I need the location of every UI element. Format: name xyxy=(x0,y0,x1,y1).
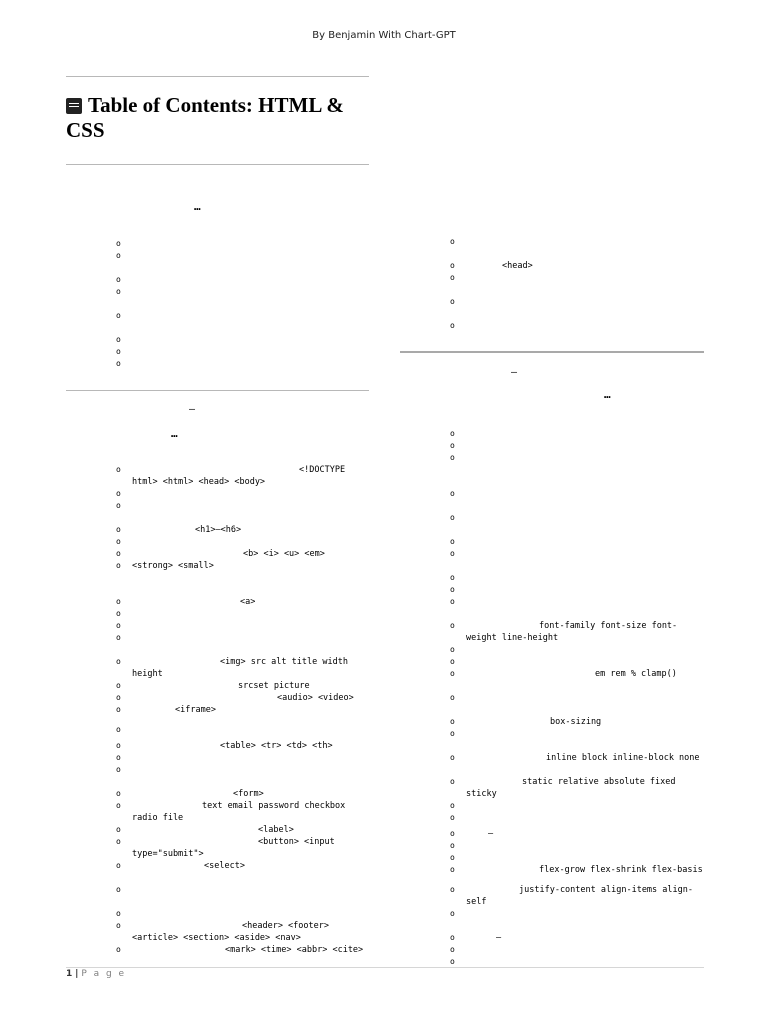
left-list-item-text: <table> <tr> <td> <th> xyxy=(220,741,333,751)
left-list-item-text: <button> <input type="submit"> xyxy=(132,837,340,859)
left-list-item-text: srcset picture xyxy=(238,681,310,691)
section1-bottom-rule xyxy=(66,390,369,391)
right-list-item-text: em rem % clamp() xyxy=(595,669,677,679)
list-bullet-icon: o xyxy=(450,441,455,450)
list-bullet-icon: o xyxy=(450,909,455,918)
list-bullet-icon: o xyxy=(116,705,121,714)
list-bullet-icon: o xyxy=(116,765,121,774)
list-bullet-icon: o xyxy=(450,261,455,270)
list-bullet-icon: o xyxy=(116,825,121,834)
title-top-rule xyxy=(66,76,369,77)
list-bullet-icon: o xyxy=(116,525,121,534)
list-bullet-icon: o xyxy=(450,729,455,738)
list-bullet-icon: o xyxy=(116,561,121,570)
list-bullet-icon: o xyxy=(450,669,455,678)
left-list-item xyxy=(116,464,368,488)
list-bullet-icon: o xyxy=(450,297,455,306)
list-bullet-icon: o xyxy=(116,335,121,344)
section1-heading-ellipsis: … xyxy=(194,200,202,213)
right-list-item xyxy=(450,620,704,644)
list-bullet-icon: o xyxy=(116,489,121,498)
list-bullet-icon: o xyxy=(116,251,121,260)
list-bullet-icon: o xyxy=(116,837,121,846)
list-bullet-icon: o xyxy=(450,513,455,522)
list-bullet-icon: o xyxy=(450,273,455,282)
list-bullet-icon: o xyxy=(450,657,455,666)
left-list-item-text: <label> xyxy=(258,825,294,835)
list-bullet-icon: o xyxy=(450,453,455,462)
footer-separator: | xyxy=(75,969,79,979)
left-list-item-text: <header> <footer> <article> <section> <aside> <nav> xyxy=(132,921,335,943)
left-list-item xyxy=(116,596,368,608)
left-list-item-text: <select> xyxy=(204,861,245,871)
list-bullet-icon: o xyxy=(116,501,121,510)
left-list-item xyxy=(116,656,368,680)
list-bullet-icon: o xyxy=(116,311,121,320)
right-list-item xyxy=(450,884,704,908)
list-bullet-icon: o xyxy=(116,275,121,284)
list-bullet-icon: o xyxy=(450,717,455,726)
left-list-item xyxy=(116,836,368,860)
list-bullet-icon: o xyxy=(116,633,121,642)
list-bullet-icon: o xyxy=(116,945,121,954)
list-bullet-icon: o xyxy=(450,813,455,822)
list-bullet-icon: o xyxy=(450,237,455,246)
list-bullet-icon: o xyxy=(116,753,121,762)
list-bullet-icon: o xyxy=(116,597,121,606)
list-bullet-icon: o xyxy=(450,645,455,654)
right-section-rule xyxy=(400,351,704,353)
left-list-item xyxy=(116,680,368,692)
list-bullet-icon: o xyxy=(116,789,121,798)
right-list-item-text: — xyxy=(488,829,494,839)
left-list-item-text: <img> src alt title width height xyxy=(132,657,354,679)
list-bullet-icon: o xyxy=(116,885,121,894)
list-bullet-icon: o xyxy=(450,865,455,874)
page-footer xyxy=(66,969,126,979)
left-list-item xyxy=(116,944,368,956)
list-bullet-icon: o xyxy=(116,725,121,734)
list-bullet-icon: o xyxy=(450,597,455,606)
right-section-heading-ellipsis: … xyxy=(604,388,612,401)
list-bullet-icon: o xyxy=(116,657,121,666)
right-list-item-text: <head> xyxy=(502,261,533,271)
right-list-item xyxy=(450,668,704,680)
page-label: P a g e xyxy=(81,969,127,979)
right-list-item xyxy=(450,932,704,944)
list-bullet-icon: o xyxy=(450,585,455,594)
right-list-item xyxy=(450,260,704,272)
right-list-item-text: box-sizing xyxy=(550,717,602,727)
list-bullet-icon: o xyxy=(116,921,121,930)
list-bullet-icon: o xyxy=(116,537,121,546)
right-section-heading-dash: — xyxy=(511,367,518,378)
list-bullet-icon: o xyxy=(450,489,455,498)
right-list-item-text: flex-grow flex-shrink flex-basis xyxy=(539,865,703,875)
left-list-item-text: <h1>–<h6> xyxy=(195,525,242,535)
list-bullet-icon: o xyxy=(450,693,455,702)
page-title xyxy=(66,93,366,143)
list-bullet-icon: o xyxy=(450,853,455,862)
left-list-item-text: <audio> <video> xyxy=(277,693,354,703)
left-list-item xyxy=(116,524,368,536)
list-bullet-icon: o xyxy=(116,909,121,918)
right-list-item-text: justify-content align-items align-self xyxy=(466,885,693,907)
left-list-item xyxy=(116,692,368,704)
left-list-item xyxy=(116,920,368,944)
list-bullet-icon: o xyxy=(116,465,121,474)
list-bullet-icon: o xyxy=(116,549,121,558)
list-bullet-icon: o xyxy=(116,801,121,810)
list-bullet-icon: o xyxy=(450,777,455,786)
right-list-item-text: inline block inline-block none xyxy=(546,753,700,763)
list-bullet-icon: o xyxy=(450,933,455,942)
list-bullet-icon: o xyxy=(450,945,455,954)
left-list-item xyxy=(116,800,368,824)
left-list-item-text: <mark> <time> <abbr> <cite> xyxy=(225,945,364,955)
left-list-item xyxy=(116,740,368,752)
list-bullet-icon: o xyxy=(450,885,455,894)
section2-heading-dash: — xyxy=(189,404,196,415)
list-bullet-icon: o xyxy=(450,537,455,546)
page-title-text: Table of Contents: HTML & CSS xyxy=(66,93,344,142)
footer-rule xyxy=(66,967,704,968)
right-list-item xyxy=(450,776,704,800)
left-list-item-text: <form> xyxy=(233,789,264,799)
list-bullet-icon: o xyxy=(116,347,121,356)
left-list-item xyxy=(116,824,368,836)
left-list-item xyxy=(116,548,368,572)
list-bullet-icon: o xyxy=(116,287,121,296)
page-header-byline: By Benjamin With Chart-GPT xyxy=(312,30,456,41)
list-bullet-icon: o xyxy=(450,841,455,850)
right-list-item xyxy=(450,752,704,764)
right-list-item-text: font-family font-size font-weight line-height xyxy=(466,621,678,643)
list-bullet-icon: o xyxy=(450,621,455,630)
right-list-item xyxy=(450,828,704,840)
right-list-item xyxy=(450,864,704,876)
left-list-item-text: text email password checkbox radio file xyxy=(132,801,351,823)
left-list-item xyxy=(116,704,368,716)
list-bullet-icon: o xyxy=(116,681,121,690)
left-list-item-text: <iframe> xyxy=(175,705,216,715)
section2-heading-ellipsis: … xyxy=(171,427,179,440)
title-bottom-rule xyxy=(66,164,369,165)
book-icon xyxy=(66,98,82,114)
list-bullet-icon: o xyxy=(450,753,455,762)
left-list-item-text: <a> xyxy=(240,597,256,607)
list-bullet-icon: o xyxy=(450,829,455,838)
list-bullet-icon: o xyxy=(450,801,455,810)
list-bullet-icon: o xyxy=(116,693,121,702)
list-bullet-icon: o xyxy=(116,861,121,870)
list-bullet-icon: o xyxy=(450,957,455,966)
right-list-item-text: static relative absolute fixed sticky xyxy=(466,777,681,799)
list-bullet-icon: o xyxy=(116,621,121,630)
left-list-item-text: <!DOCTYPE html> <html> <head> <body> xyxy=(132,465,351,487)
list-bullet-icon: o xyxy=(116,609,121,618)
list-bullet-icon: o xyxy=(116,239,121,248)
list-bullet-icon: o xyxy=(450,549,455,558)
list-bullet-icon: o xyxy=(450,429,455,438)
list-bullet-icon: o xyxy=(116,741,121,750)
left-list-item xyxy=(116,788,368,800)
left-list-item-text: <b> <i> <u> <em> <strong> <small> xyxy=(132,549,331,571)
page-number: 1 xyxy=(66,969,73,979)
list-bullet-icon: o xyxy=(450,321,455,330)
right-list-item-text: — xyxy=(496,933,502,943)
left-list-item xyxy=(116,860,368,872)
list-bullet-icon: o xyxy=(116,359,121,368)
list-bullet-icon: o xyxy=(450,573,455,582)
right-list-item xyxy=(450,716,704,728)
